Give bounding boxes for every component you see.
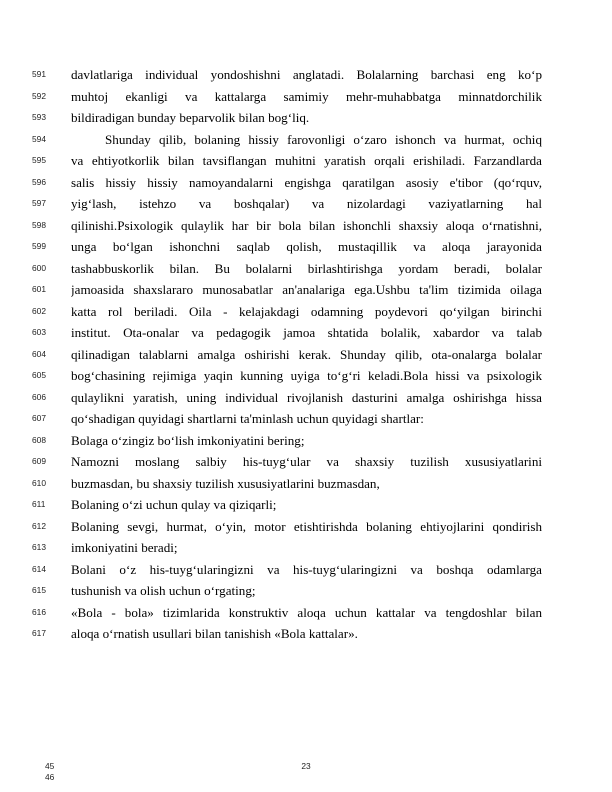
text-line: imkoniyatini beradi; (71, 540, 178, 555)
footer-line-number: 45 (45, 761, 55, 771)
line-number: 607 (32, 413, 46, 423)
line-number: 606 (32, 391, 46, 402)
line-number: 614 (32, 563, 46, 574)
text-line: Bolaning o‘zi uchun qulay va qiziqarli; (71, 497, 277, 512)
line-number: 609 (32, 456, 46, 466)
text-line: muhtoj ekanligi va kattalarga samimiy mehr-muhabbatga minnatdorchilik (71, 88, 542, 104)
line-number: 601 (32, 284, 46, 294)
text-line: tashabbuskorlik bilan. Bu bolalarni birlashtirishga yordam beradi, bolalar (71, 260, 542, 276)
line-number: 592 (32, 90, 46, 101)
text-line: Namozni moslang salbiy his-tuyg‘ular va shaxsiy tuzilish xususiyatlarini (71, 454, 542, 469)
body-text (71, 64, 542, 645)
text-line: qilinishi.Psixologik qulaylik har bir bola bilan ishonchli shaxsiy aloqa o‘rnatishni, (71, 217, 542, 233)
line-number: 617 (32, 628, 46, 638)
text-line: salis hissiy hissiy namoyandalarni engishga qaratilgan asosiy e'tibor (qo‘rquv, (71, 174, 542, 190)
line-number: 599 (32, 241, 46, 251)
text-line: Shunday qilib, bolaning hissiy farovonligi o‘zaro ishonch va hurmat, ochiq (105, 131, 542, 147)
line-number: 591 (32, 69, 46, 79)
text-line: bog‘chasining rejimiga yaqin kunning uyiga to‘g‘ri keladi.Bola hissi va psixologik (71, 368, 542, 383)
text-line: institut. Ota-onalar va pedagogik jamoa shtatida bolalik, xabardor va talab (71, 325, 542, 340)
line-number: 604 (32, 348, 46, 359)
text-line: aloqa o‘rnatish usullari bilan tanishish «Bola kattalar». (71, 626, 358, 641)
text-line: tushunish va olish uchun o‘rgating; (71, 583, 256, 598)
text-line: qulaylikni yaratish, uning individual rivojlanish dasturini amalga oshirishga hissa (71, 389, 542, 405)
text-line: davlatlariga individual yondoshishni anglatadi. Bolalarning barchasi eng ko‘p (71, 67, 542, 82)
text-line: qo‘shadigan quyidagi shartlarni ta'minlash uchun quyidagi shartlar: (71, 411, 424, 426)
line-number: 603 (32, 327, 46, 337)
line-number: 595 (32, 155, 46, 165)
text-line: «Bola - bola» tizimlarida konstruktiv aloqa uchun kattalar va tengdoshlar bilan (71, 604, 542, 620)
text-line: bildiradigan bunday beparvolik bilan bog‘liq. (71, 110, 310, 125)
line-number: 598 (32, 219, 46, 230)
text-line: buzmasdan, bu shaxsiy tuzilish xususiyatlarini buzmasdan, (71, 475, 380, 491)
line-number: 594 (32, 133, 46, 144)
footer-line-number: 46 (45, 772, 55, 782)
text-line: yig‘lash, istehzo va boshqalar) va nizolardagi vaziyatlarning hal (71, 196, 542, 211)
line-number: 596 (32, 176, 46, 187)
line-number: 608 (32, 434, 46, 445)
line-number: 613 (32, 542, 46, 552)
line-number: 600 (32, 262, 46, 273)
line-number-column (32, 64, 62, 645)
line-number: 597 (32, 198, 46, 208)
line-number: 612 (32, 520, 46, 531)
text-line: va ehtiyotkorlik bilan tavsiflangan muhitni yaratish orqali erishiladi. Farzandlarda (71, 153, 542, 168)
line-number: 602 (32, 305, 46, 316)
line-number: 605 (32, 370, 46, 380)
text-line: Bolaning sevgi, hurmat, o‘yin, motor etishtirishda bolaning ehtiyojlarini qondirish (71, 518, 542, 534)
text-line: katta rol beriladi. Oila - kelajakdagi odamning poydevori qo‘yilgan birinchi (71, 303, 542, 319)
text-line: unga bo‘lgan ishonchni saqlab qolish, mustaqillik va aloqa jarayonida (71, 239, 542, 254)
line-number: 615 (32, 585, 46, 595)
page-number: 23 (301, 761, 311, 771)
line-number: 611 (32, 499, 46, 509)
line-number: 616 (32, 606, 46, 617)
line-number: 593 (32, 112, 46, 122)
text-line: qilinadigan talablarni amalga oshirishi kerak. Shunday qilib, ota-onalarga bolalar (71, 346, 542, 362)
line-number: 610 (32, 477, 46, 488)
text-line: Bolaga o‘zingiz bo‘lish imkoniyatini bering; (71, 432, 305, 448)
text-line: Bolani o‘z his-tuyg‘ularingizni va his-tuyg‘ularingizni va boshqa odamlarga (71, 561, 542, 577)
text-line: jamoasida shaxslararo munosabatlar an'analariga ega.Ushbu ta'lim tizimida oilaga (71, 282, 542, 297)
